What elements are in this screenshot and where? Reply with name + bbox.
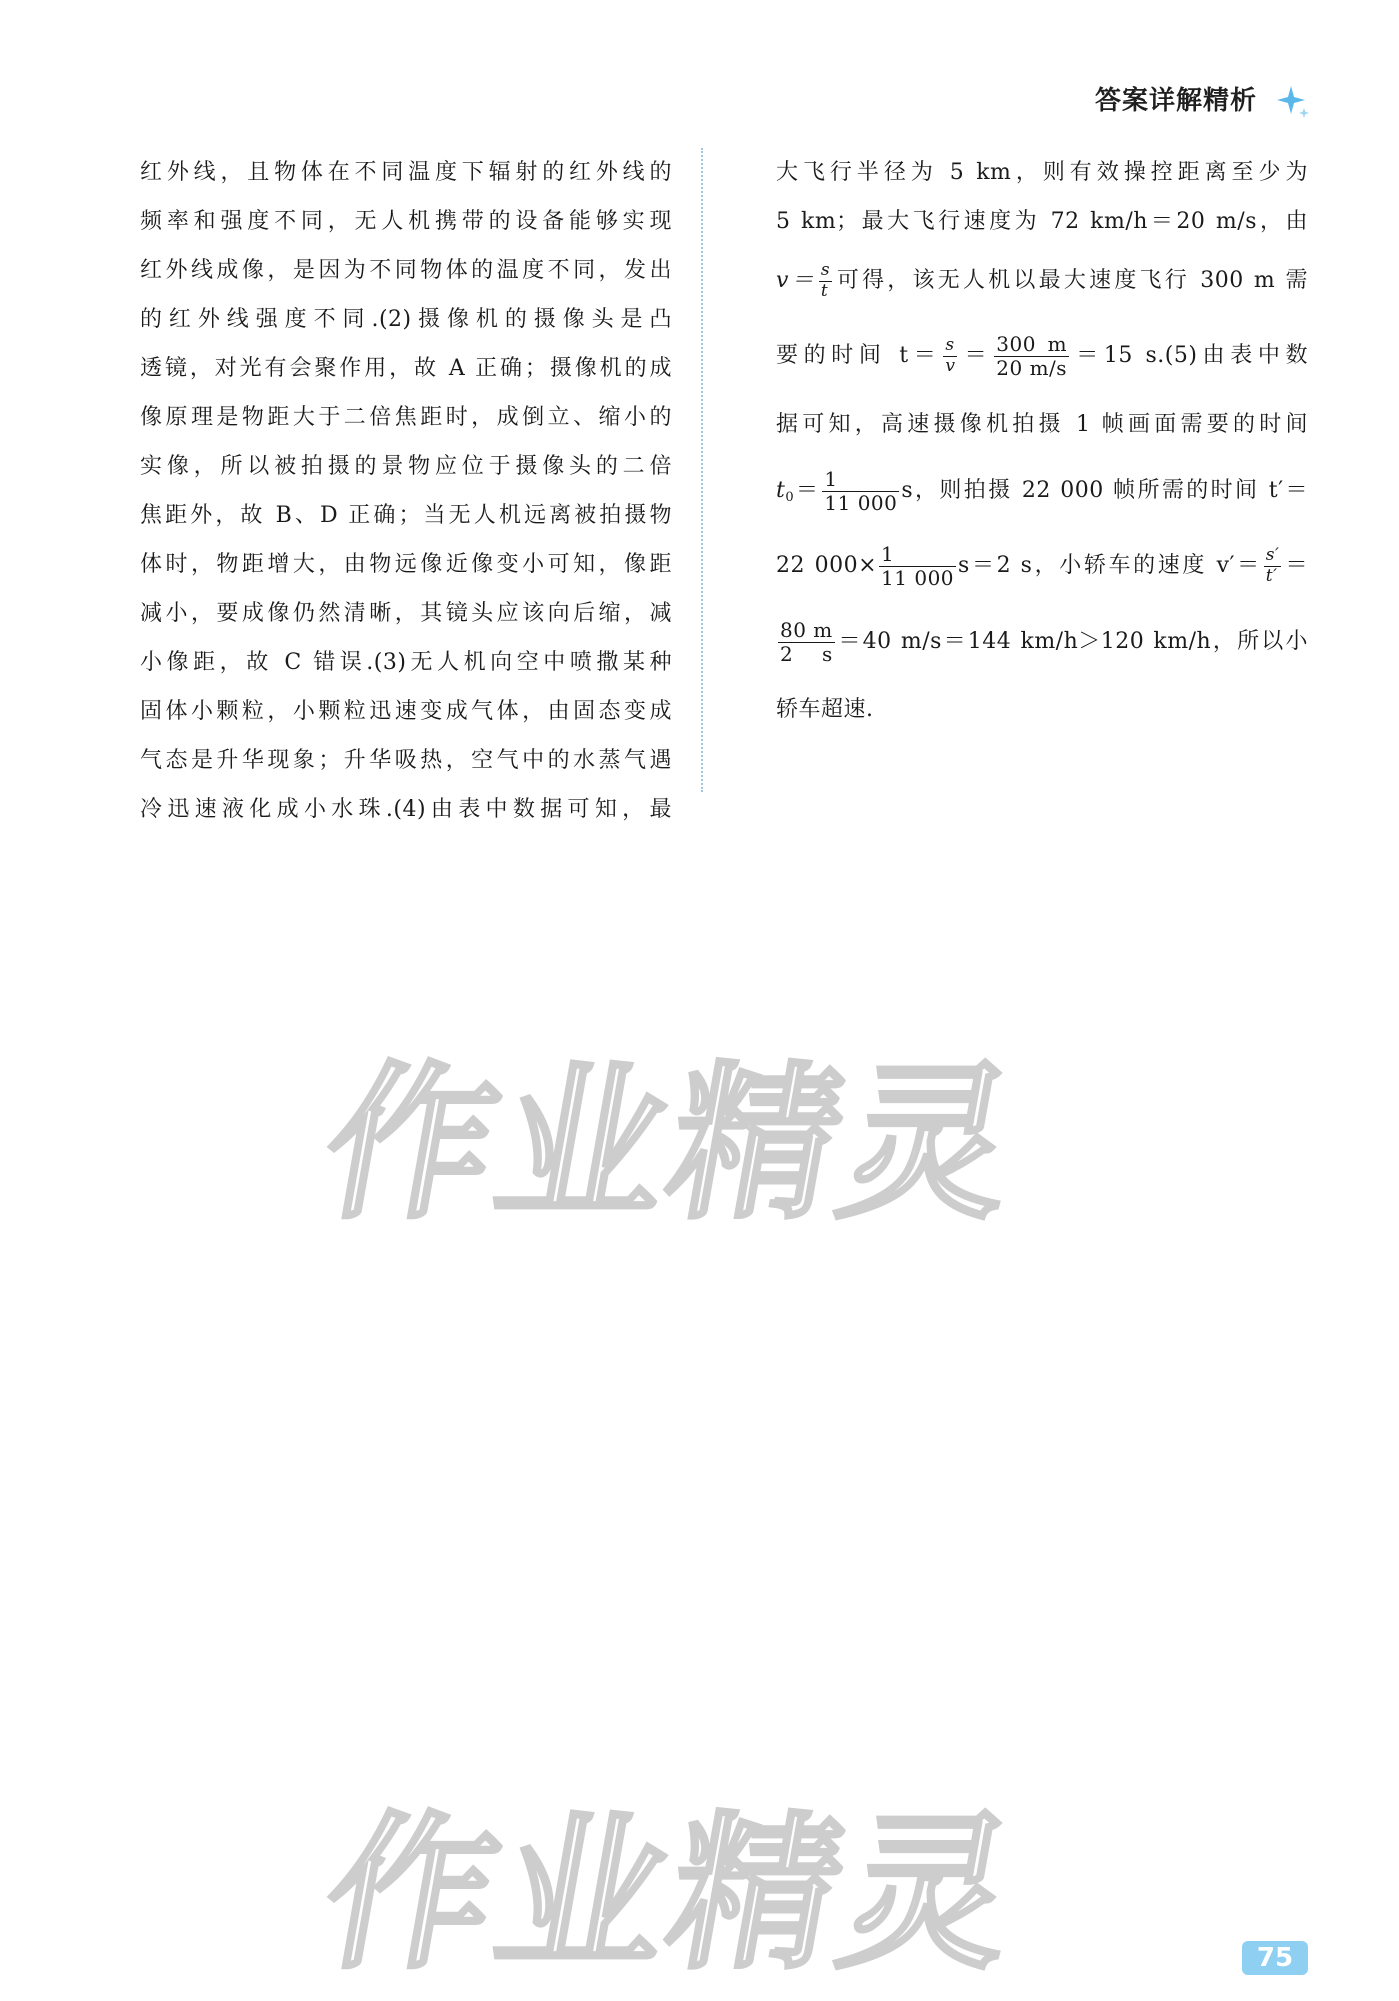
text-line: 像原理是物距大于二倍焦距时，成倒立、缩小的 [140, 405, 672, 430]
header-title: 答案详解精析 [1095, 86, 1258, 116]
watermark: 作业精灵 [310, 1046, 1033, 1242]
fraction: $\frac{s}{v}$ [945, 334, 956, 376]
text-line: 据可知，高速摄像机拍摄 1 帧画面需要的时间 [776, 412, 1308, 437]
text-line: 冷迅速液化成小水珠.(4)由表中数据可知，最 [140, 797, 672, 822]
page-number: 75 [1242, 1941, 1308, 1975]
line-text: 22 000× [776, 553, 878, 578]
variable: t [776, 478, 786, 503]
column-divider [701, 148, 703, 792]
line-text: 要的时间 t＝ [776, 343, 942, 368]
equals-sign: ＝ [794, 478, 821, 503]
fraction: $\frac{s'}{t'}$ [1265, 544, 1280, 586]
text-line: 减小，要成像仍然清晰，其镜头应该向后缩，减 [140, 601, 672, 626]
left-column [140, 148, 672, 834]
text-line [776, 604, 1308, 680]
fraction: $\frac{s}{t}$ [820, 259, 831, 301]
equals-sign: ＝ [1283, 553, 1308, 578]
right-column [776, 148, 1308, 740]
line-text: ＝40 m/s＝144 km/h＞120 km/h，所以小 [836, 629, 1308, 654]
fraction: $\frac{1}{11 000}$ [824, 466, 898, 515]
text-line [776, 528, 1308, 604]
fraction: $\frac{80 m}{2 s}$ [780, 617, 833, 666]
text-line [776, 246, 1308, 316]
text-line [776, 454, 1308, 528]
text-line [776, 316, 1308, 396]
text-line: 气态是升华现象；升华吸热，空气中的水蒸气遇 [140, 748, 672, 773]
text-line: 轿车超速. [776, 697, 874, 722]
text-line: 透镜，对光有会聚作用，故 A 正确；摄像机的成 [140, 356, 672, 381]
subscript: 0 [785, 490, 795, 505]
line-text: s＝2 s，小轿车的速度 v′＝ [958, 553, 1262, 578]
line-text: 可得，该无人机以最大速度飞行 300 m 需 [834, 268, 1308, 293]
text-line: 红外线成像，是因为不同物体的温度不同，发出 [140, 258, 672, 283]
text-line: 小像距，故 C 错误.(3)无人机向空中喷撒某种 [140, 650, 672, 675]
equals-sign: ＝ [959, 343, 993, 368]
sparkle-icon [1276, 84, 1310, 118]
watermark: 作业精灵 [310, 1796, 1033, 1992]
line-text: ＝15 s.(5)由表中数 [1071, 343, 1308, 368]
text-line: 频率和强度不同，无人机携带的设备能够实现 [140, 209, 672, 234]
text-line: 大飞行半径为 5 km，则有效操控距离至少为 [776, 160, 1308, 185]
equation-text: v＝ [776, 268, 817, 293]
text-line: 红外线，且物体在不同温度下辐射的红外线的 [140, 160, 672, 185]
text-line: 实像，所以被拍摄的景物应位于摄像头的二倍 [140, 454, 672, 479]
fraction: $\frac{300 m}{20 m/s}$ [996, 331, 1068, 380]
text-line: 的红外线强度不同.(2)摄像机的摄像头是凸 [140, 307, 672, 332]
text-line: 固体小颗粒，小颗粒迅速变成气体，由固态变成 [140, 699, 672, 724]
text-line: 体时，物距增大，由物远像近像变小可知，像距 [140, 552, 672, 577]
line-text: s，则拍摄 22 000 帧所需的时间 t′＝ [901, 478, 1308, 503]
text-line: 焦距外，故 B、D 正确；当无人机远离被拍摄物 [140, 503, 672, 528]
text-line: 5 km；最大飞行速度为 72 km/h＝20 m/s，由 [776, 209, 1308, 234]
fraction: $\frac{1}{11 000}$ [881, 541, 955, 590]
